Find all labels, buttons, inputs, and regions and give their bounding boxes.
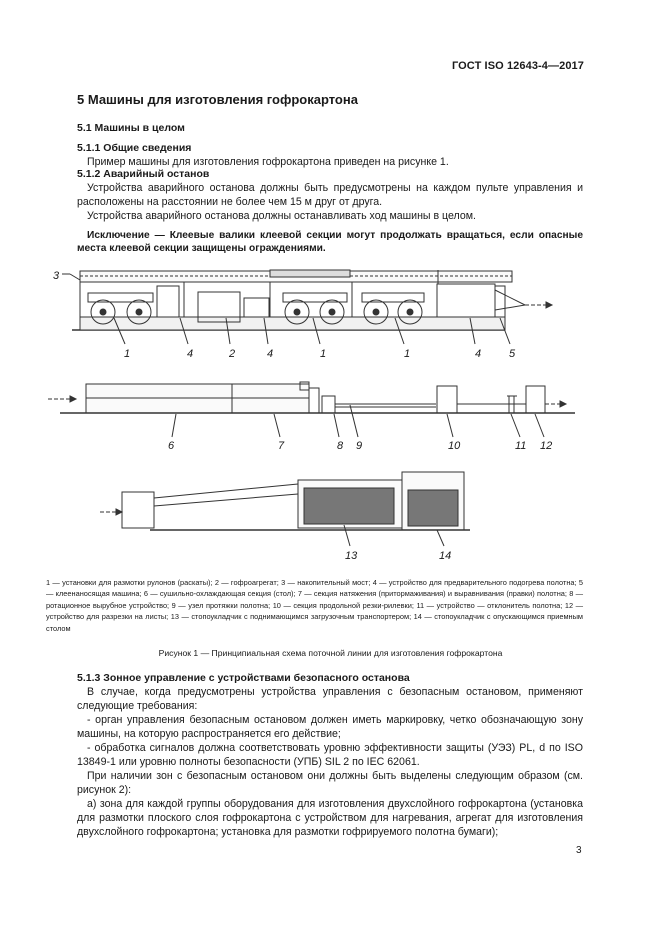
fig-label-1a: 1 [124,348,131,360]
fig-label-8: 8 [337,440,344,452]
fig-label-3: 3 [53,270,60,282]
fig-label-5: 5 [509,348,516,360]
subsection-title-5-1: 5.1 Машины в целом [77,122,185,134]
bullet-signal-processing: - обработка сигналов должна соответствовать уровню эффективности защиты (УЭЗ) PL, d по ISO 13849-1 или уровню полноты безопасности (УПБ) SIL 2 по IEC 62061. [77,742,583,769]
paragraph-5-1-2-a: Устройства аварийного останова должны быть предусмотрены на каждом пульте управления и расположены на расстоянии не более чем 15 м друг от друга. [77,182,583,209]
paragraph-zones: При наличии зон с безопасным остановом они должны быть выделены следующим образом (см. рисунок 2): [77,770,583,797]
row2-machinery [48,382,575,437]
row1-machinery [62,270,552,344]
fig-label-4c: 4 [475,348,482,360]
fig-label-10: 10 [448,440,461,452]
fig-label-13: 13 [345,550,358,562]
fig-label-7: 7 [278,440,285,452]
fig-label-2: 2 [229,348,236,360]
exception-note: Исключение — Клеевые валики клеевой секции могут продолжать вращаться, если опасные места клеевой секции защищены ограждениями. [77,230,583,254]
paragraph-5-1-2-b: Устройства аварийного останова должны останавливать ход машины в целом. [87,210,476,222]
bullet-marking: - орган управления безопасным остановом должен иметь маркировку, четко обозначающую зону машины, на которую распространяется его действие; [77,714,583,741]
figure-caption: Рисунок 1 — Принципиальная схема поточной линии для изготовления гофрокартона [158,648,503,658]
subsection-title-5-1-2: 5.1.2 Аварийный останов [77,168,210,180]
subsection-title-5-1-3: 5.1.3 Зонное управление с устройствами безопасного останова [77,672,410,684]
fig-label-12: 12 [540,440,553,452]
paragraph-5-1-3-intro: В случае, когда предусмотрены устройства управления с безопасным остановом, применяют следующие требования: [77,686,583,713]
section-title: 5 Машины для изготовления гофрокартона [77,92,358,107]
fig-label-1b: 1 [320,348,327,360]
list-item-a: а) зона для каждой группы оборудования для изготовления двухслойного гофрокартона (установка для размотки плоского слоя гофрокартона с устройством для нагревания, агрегат для изготовления двухслойного гофрокартона; установка для размотки гофрируемого полотна бумаги); [77,798,583,839]
fig-label-9: 9 [356,440,363,452]
row3-machinery [100,472,470,546]
fig-label-14: 14 [439,550,452,562]
fig-label-11: 11 [515,440,527,452]
fig-label-6: 6 [168,440,175,452]
figure-legend: 1 — установки для размотки рулонов (раскаты); 2 — гофроагрегат; 3 — накопительный мост; 4 — устройство для предварительного подогрева полотна; 5 — клеенаносящая машина; 6 — сушильно-охлаждающая секция (стол); 7 — секция натяжения (притормаживания) и выравнивания (правки) полотна; 8 — ротационное вырубное устройство; 9 — узел протяжки полотна; 10 — секция продольной резки-рилевки; 11 — устройство — отклонитель полотна; 12 — устройство для разрезки на листы; 13 — стопоукладчик с поднимающимся загрузочным транспортером; 14 — стопоукладчик с опускающимся приемным столом [46,578,583,633]
page-number: 3 [576,845,582,856]
fig-label-4a: 4 [187,348,194,360]
fig-label-4b: 4 [267,348,274,360]
paragraph-5-1-1: Пример машины для изготовления гофрокартона приведен на рисунке 1. [87,156,449,168]
subsection-title-5-1-1: 5.1.1 Общие сведения [77,142,192,154]
document-header: ГОСТ ISO 12643-4—2017 [451,60,584,72]
fig-label-1c: 1 [404,348,411,360]
